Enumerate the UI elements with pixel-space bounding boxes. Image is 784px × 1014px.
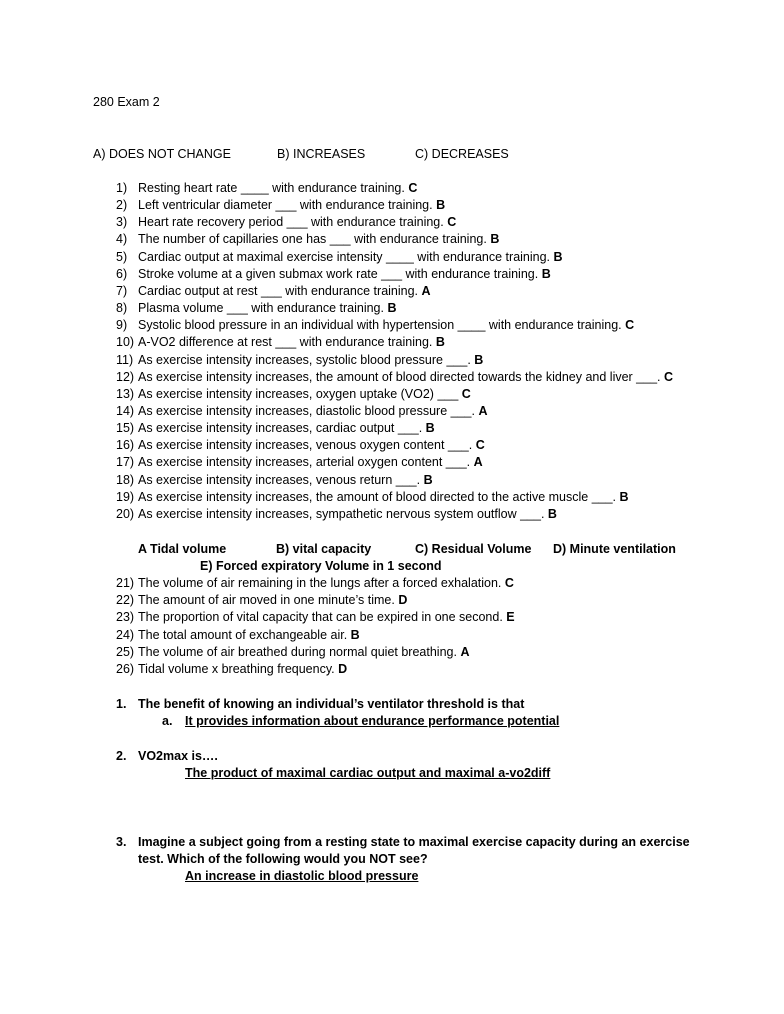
question-text: As exercise intensity increases, sympathetic nervous system outflow ___. <box>138 506 545 521</box>
question-number: 14) <box>116 403 135 418</box>
question-number: 2) <box>116 198 128 213</box>
answer-letter: C <box>447 215 457 230</box>
question-2-text: VO2max is…. <box>138 749 218 763</box>
question-number: 7) <box>116 283 128 298</box>
question-number: 5) <box>116 249 128 264</box>
question-text: The total amount of exchangeable air. <box>138 627 348 642</box>
option2-e-label: E) Forced expiratory Volume in 1 second <box>200 559 442 573</box>
option2-b-label: B) vital capacity <box>276 542 372 556</box>
question-item <box>138 627 360 643</box>
question-text: As exercise intensity increases, cardiac output ___. <box>138 421 423 436</box>
question-number: 6) <box>116 266 128 281</box>
question-number: 8) <box>116 301 128 316</box>
question-2-answer: The product of maximal cardiac output and maximal a-vo2diff <box>185 766 551 780</box>
question-3-answer: An increase in diastolic blood pressure <box>185 869 419 883</box>
question-2-number: 2. <box>116 749 127 763</box>
question-item <box>138 575 514 591</box>
option2-a-label: A Tidal volume <box>138 542 227 556</box>
question-text: As exercise intensity increases, the amount of blood directed to the active muscle ___. <box>138 489 617 504</box>
question-text: Stroke volume at a given submax work rate ___ with endurance training. <box>138 266 539 281</box>
question-text: As exercise intensity increases, diastolic blood pressure ___. <box>138 403 475 418</box>
question-item <box>138 437 485 453</box>
question-text: As exercise intensity increases, oxygen uptake (VO2) ___ <box>138 386 459 401</box>
answer-letter: B <box>436 198 446 213</box>
question-item <box>138 266 551 282</box>
answer-letter: C <box>504 576 514 590</box>
question-item <box>138 609 515 625</box>
question-3-number: 3. <box>116 835 127 849</box>
exam-title: 280 Exam 2 <box>93 95 160 109</box>
question-number: 20) <box>116 506 135 521</box>
option2-c-label: C) Residual Volume <box>415 542 532 556</box>
answer-letter: B <box>423 472 433 487</box>
question-number: 16) <box>116 438 135 453</box>
answer-letter: A <box>478 403 488 418</box>
question-number: 26) <box>116 662 135 676</box>
question-text: As exercise intensity increases, venous return ___. <box>138 472 421 487</box>
question-1-sub-number: a. <box>162 714 173 728</box>
question-text: Tidal volume x breathing frequency. <box>138 662 335 676</box>
question-item <box>138 644 469 660</box>
question-text: Resting heart rate ____ with endurance training. <box>138 181 405 195</box>
answer-letter: B <box>425 421 435 436</box>
question-text: Heart rate recovery period ___ with endurance training. <box>138 215 444 230</box>
question-item <box>138 592 407 608</box>
question-number: 10) <box>116 335 135 350</box>
question-text: The proportion of vital capacity that can be expired in one second. <box>138 610 503 625</box>
question-text: As exercise intensity increases, the amount of blood directed towards the kidney and liver ___. <box>138 369 661 384</box>
question-text: Cardiac output at maximal exercise intensity ____ with endurance training. <box>138 249 551 264</box>
question-1-text: The benefit of knowing an individual’s ventilator threshold is that <box>138 697 525 711</box>
question-text: Plasma volume ___ with endurance training. <box>138 301 384 316</box>
option-b-label: B) INCREASES <box>277 147 366 161</box>
question-item <box>138 454 483 470</box>
answer-letter: B <box>435 335 445 350</box>
answer-letter: C <box>408 181 418 195</box>
question-item <box>138 369 673 385</box>
answer-letter: B <box>619 489 629 504</box>
question-item <box>138 197 445 213</box>
answer-letter: C <box>475 438 485 453</box>
question-number: 23) <box>116 610 135 625</box>
question-text: The amount of air moved in one minute’s time. <box>138 593 395 608</box>
answer-letter: B <box>553 249 563 264</box>
question-item <box>138 283 431 299</box>
question-item <box>138 214 456 230</box>
question-1-answer: It provides information about endurance performance potential <box>185 714 560 728</box>
answer-letter: D <box>398 593 408 608</box>
answer-letter: B <box>547 506 557 521</box>
question-number: 11) <box>116 352 134 367</box>
question-number: 22) <box>116 593 135 608</box>
answer-letter: A <box>421 283 431 298</box>
question-number: 17) <box>116 455 135 470</box>
question-number: 12) <box>116 369 135 384</box>
question-item <box>138 420 435 436</box>
question-text: The number of capillaries one has ___ with endurance training. <box>138 232 487 247</box>
question-number: 25) <box>116 644 135 659</box>
answer-letter: C <box>625 318 635 333</box>
question-item <box>138 506 557 522</box>
question-number: 9) <box>116 318 128 333</box>
question-item <box>138 334 445 350</box>
question-item <box>138 249 563 265</box>
question-item <box>138 386 471 402</box>
question-item <box>138 472 433 488</box>
question-text: The volume of air remaining in the lungs after a forced exhalation. <box>138 576 502 590</box>
question-number: 1) <box>116 181 128 195</box>
question-item <box>138 300 397 316</box>
option2-d-label: D) Minute ventilation <box>553 542 676 556</box>
question-number: 15) <box>116 421 135 436</box>
question-item <box>138 403 488 419</box>
question-item <box>138 180 417 196</box>
question-number: 18) <box>116 472 135 487</box>
option-c-label: C) DECREASES <box>415 147 509 161</box>
question-text: As exercise intensity increases, venous oxygen content ___. <box>138 438 473 453</box>
answer-letter: C <box>664 369 674 384</box>
question-text: Cardiac output at rest ___ with endurance training. <box>138 283 419 298</box>
question-number: 19) <box>116 489 135 504</box>
answer-letter: B <box>490 232 500 247</box>
question-3-text-line-1: Imagine a subject going from a resting state to maximal exercise capacity during an exercise <box>138 835 690 849</box>
answer-letter: C <box>461 386 471 401</box>
answer-letter: B <box>474 352 484 367</box>
answer-letter: A <box>460 644 470 659</box>
question-text: The volume of air breathed during normal quiet breathing. <box>138 644 457 659</box>
question-number: 3) <box>116 215 128 230</box>
question-text: As exercise intensity increases, arterial oxygen content ___. <box>138 455 471 470</box>
question-1-number: 1. <box>116 697 127 711</box>
question-item <box>138 661 347 677</box>
question-item <box>138 489 629 505</box>
question-number: 24) <box>116 627 135 642</box>
question-number: 13) <box>116 386 135 401</box>
question-item <box>138 352 483 368</box>
answer-letter: B <box>350 627 360 642</box>
answer-letter: B <box>541 266 551 281</box>
question-item <box>138 317 634 333</box>
question-text: Systolic blood pressure in an individual with hypertension ____ with endurance training. <box>138 318 622 333</box>
question-text: Left ventricular diameter ___ with endurance training. <box>138 198 433 213</box>
question-text: A-VO2 difference at rest ___ with endurance training. <box>138 335 433 350</box>
question-text: As exercise intensity increases, systolic blood pressure ___. <box>138 352 471 367</box>
answer-letter: B <box>387 301 397 316</box>
question-number: 4) <box>116 232 128 247</box>
question-3-text-line-2: test. Which of the following would you NOT see? <box>138 852 428 866</box>
answer-letter: A <box>473 455 483 470</box>
question-number: 21) <box>116 576 135 590</box>
question-item <box>138 231 499 247</box>
answer-letter: D <box>338 662 348 676</box>
option-a-label: A) DOES NOT CHANGE <box>93 147 231 161</box>
answer-letter: E <box>506 610 515 625</box>
